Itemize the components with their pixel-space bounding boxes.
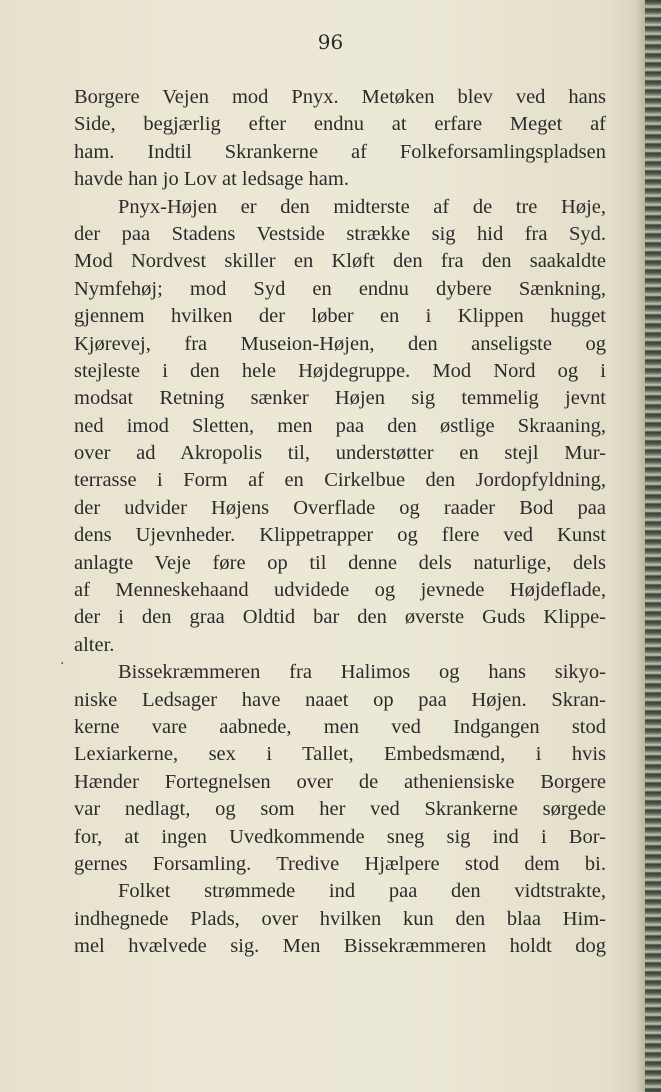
text-line: af Menneskehaand udvidede og jevnede Højdeflade, (74, 579, 606, 602)
text-line: der paa Stadens Vestside strække sig hid fra Syd. (74, 222, 606, 245)
body-text (74, 84, 606, 961)
text-line: Hænder Fortegnelsen over de atheniensiske Borgere (74, 770, 606, 793)
text-line: Pnyx-Højen er den midterste af de tre Høje, (118, 195, 606, 218)
text-line: Folket strømmede ind paa den vidtstrakte, (118, 880, 606, 903)
text-line: Mod Nordvest skiller en Kløft den fra den saakaldte (74, 250, 606, 273)
text-line: modsat Retning sænker Højen sig temmelig jevnt (74, 387, 606, 410)
text-line: terrasse i Form af en Cirkelbue den Jordopfyldning, (74, 469, 606, 492)
text-line: Kjørevej, fra Museion-Højen, den anseligste og (74, 332, 606, 355)
page-gutter-shadow (635, 0, 645, 1092)
text-line: dens Ujevnheder. Klippetrapper og flere ved Kunst (74, 524, 606, 547)
text-line: Side, begjærlig efter endnu at erfare Meget af (74, 113, 606, 136)
text-line: der i den graa Oldtid bar den øverste Guds Klippe- (74, 606, 606, 629)
text-line: anlagte Veje føre op til denne dels naturlige, dels (74, 551, 606, 574)
page-edge-stack (645, 0, 661, 1092)
text-line: havde han jo Lov at ledsage ham. (74, 168, 349, 191)
text-line: mel hvælvede sig. Men Bissekræmmeren holdt dog (74, 935, 606, 958)
text-line: ned imod Sletten, men paa den østlige Skraaning, (74, 414, 606, 437)
text-line: over ad Akropolis til, understøtter en stejl Mur- (74, 442, 606, 465)
text-line: for, at ingen Uvedkommende sneg sig ind i Bor- (74, 825, 606, 848)
text-line: indhegnede Plads, over hvilken kun den blaa Him- (74, 907, 606, 930)
text-line: Bissekræmmeren fra Halimos og hans sikyo- (118, 661, 606, 684)
text-line: Borgere Vejen mod Pnyx. Metøken blev ved hans (74, 86, 606, 108)
margin-mark: . (60, 652, 65, 668)
text-line: gjennem hvilken der løber en i Klippen hugget (74, 305, 606, 328)
text-line: ham. Indtil Skrankerne af Folkeforsamlingspladsen (74, 140, 606, 163)
text-line: kerne vare aabnede, men ved Indgangen stod (74, 715, 606, 738)
text-line: alter. (74, 633, 115, 656)
text-line: Nymfehøj; mod Syd en endnu dybere Sænkning, (74, 277, 606, 300)
text-line: gernes Forsamling. Tredive Hjælpere stod dem bi. (74, 852, 606, 875)
text-line: der udvider Højens Overflade og raader Bod paa (74, 496, 606, 519)
text-line: niske Ledsager have naaet op paa Højen. Skran- (74, 688, 606, 711)
text-line: var nedlagt, og som her ved Skrankerne sørgede (74, 798, 606, 821)
page-number: 96 (317, 30, 344, 54)
text-line: stejleste i den hele Højdegruppe. Mod Nord og i (74, 359, 606, 382)
text-line: Lexiarkerne, sex i Tallet, Embedsmænd, i hvis (74, 743, 606, 766)
